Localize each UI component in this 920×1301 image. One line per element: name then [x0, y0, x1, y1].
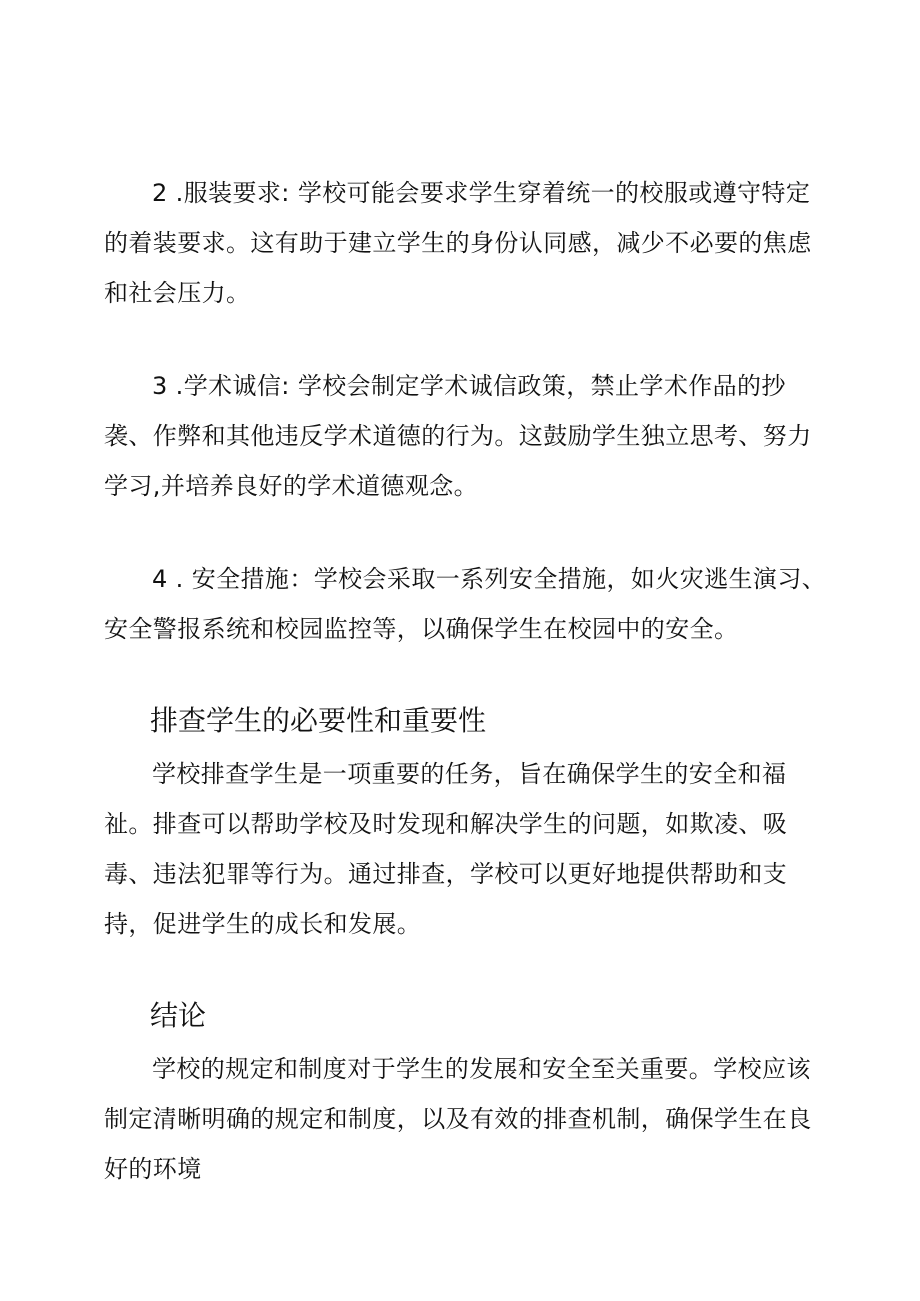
list-item-number: 2	[152, 179, 168, 207]
list-item-safety-measures	[104, 554, 828, 654]
list-item-academic-integrity	[104, 361, 828, 511]
list-item-number: 4	[152, 565, 168, 593]
list-item-text: .服装要求: 学校可能会要求学生穿着统一的校服或遵守特定的着装要求。这有助于建立学生的身份认同感，减少不必要的焦虑和社会压力。	[104, 179, 812, 307]
list-item-number: 3	[152, 372, 168, 400]
list-item-text: .学术诚信: 学校会制定学术诚信政策，禁止学术作品的抄袭、作弊和其他违反学术道德的行为。这鼓励学生独立思考、努力学习,并培养良好的学术道德观念。	[104, 372, 812, 500]
section-heading-necessity: 排查学生的必要性和重要性	[150, 704, 487, 737]
section-body-necessity: 学校排查学生是一项重要的任务，旨在确保学生的安全和福祉。排查可以帮助学校及时发现和解决学生的问题，如欺凌、吸毒、违法犯罪等行为。通过排查，学校可以更好地提供帮助和支持，促进学生的成长和发展。	[104, 760, 788, 938]
list-item-clothing	[104, 168, 828, 318]
list-item-text: . 安全措施：学校会采取一系列安全措施，如火灾逃生演习、安全警报系统和校园监控等，以确保学生在校园中的安全。	[104, 565, 827, 643]
section-body-conclusion: 学校的规定和制度对于学生的发展和安全至关重要。学校应该制定清晰明确的规定和制度，以及有效的排查机制，确保学生在良好的环境	[104, 1055, 812, 1183]
section-heading-conclusion: 结论	[150, 999, 207, 1032]
